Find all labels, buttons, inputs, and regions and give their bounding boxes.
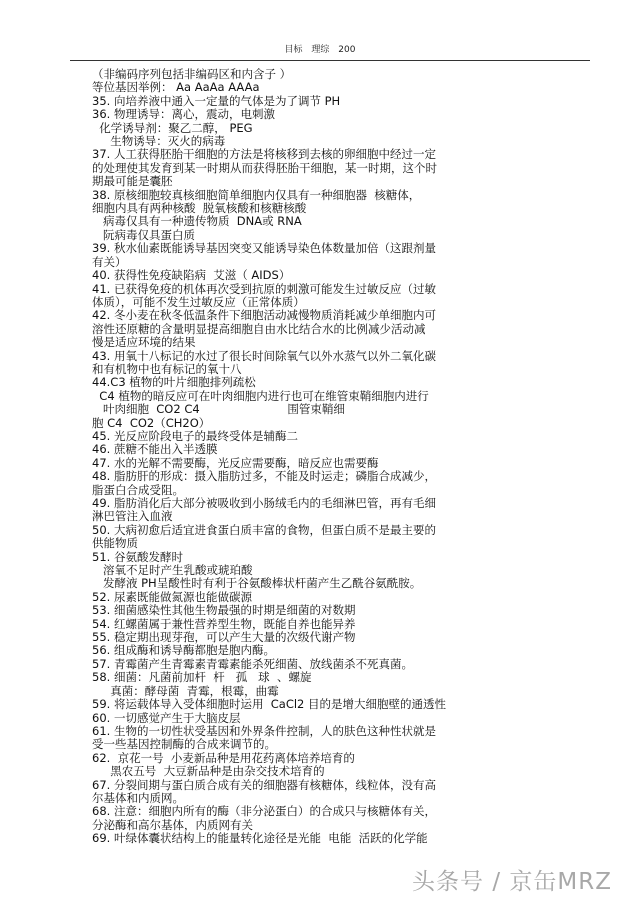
text-line: 溶氧不足时产生乳酸或琥珀酸 xyxy=(92,564,253,578)
text-line: 阮病毒仅具蛋白质 xyxy=(92,228,195,242)
text-line: 38. 原核细胞较真核细胞简单细胞内仅具有一种细胞器 核糖体， xyxy=(92,188,421,202)
text-line: 慢是适应环境的结果 xyxy=(92,336,196,350)
text-line: 57. 青霉菌产生青霉素青霉素能杀死细菌、放线菌杀不死真菌。 xyxy=(92,657,413,671)
text-line: 48. 脂肪肝的形成：摄入脂肪过多，不能及时运走；磷脂合成减少， xyxy=(92,470,436,484)
text-line: C4 植物的暗反应可在叶肉细胞内进行也可在维管束鞘细胞内进行 xyxy=(92,389,429,403)
text-line: 的处理使其发育到某一时期从而获得胚胎干细胞，某一时期，这个时 xyxy=(92,161,437,175)
text-line: 67. 分裂间期与蛋白质合成有关的细胞器有核糖体，线粒体，没有高 xyxy=(92,778,436,792)
text-line: 39. 秋水仙素既能诱导基因突变又能诱导染色体数量加倍（这跟剂量 xyxy=(92,242,436,256)
text-line: 35. 向培养液中通入一定量的气体是为了调节 PH xyxy=(92,94,341,108)
document-body xyxy=(92,68,562,846)
text-line: 等位基因举例： Aa AaAa AAAa xyxy=(92,81,260,95)
text-line: 47. 水的光解不需要酶，光反应需要酶，暗反应也需要酶 xyxy=(92,456,379,470)
text-line: 68. 注意：细胞内所有的酶（非分泌蛋白）的合成只与核糖体有关， xyxy=(92,805,436,819)
text-line: 42. 冬小麦在秋冬低温条件下细胞活动减慢物质消耗减少单细胞内可 xyxy=(92,309,436,323)
text-line: 体质），可能不发生过敏反应（正常体质） xyxy=(92,295,305,309)
text-line: 尔基体和内质网。 xyxy=(92,791,184,805)
text-line: 和有机物中也有标记的氧十八 xyxy=(92,362,242,376)
text-line: 54. 红螺菌属于兼性营养型生物，既能自养也能异养 xyxy=(92,617,356,631)
text-line: 55. 稳定期出现芽孢，可以产生大量的次级代谢产物 xyxy=(92,631,356,645)
text-line: 50. 大病初愈后适宜进食蛋白质丰富的食物，但蛋白质不是最主要的 xyxy=(92,523,436,537)
text-line: 45. 光反应阶段电子的最终受体是辅酶二 xyxy=(92,429,298,443)
watermark: 头条号 / 京缶MRZ xyxy=(412,869,612,895)
text-line: 61. 生物的一切性状受基因和外界条件控制，人的肤色这种性状就是 xyxy=(92,724,436,738)
text-line: 49. 脂肪消化后大部分被吸收到小肠绒毛内的毛细淋巴管，再有毛细 xyxy=(92,497,436,510)
text-line: （非编码序列包括非编码区和内含子 ） xyxy=(92,68,292,81)
text-line: 43. 用氧十八标记的水过了很长时间除氧气以外水蒸气以外二氧化碳 xyxy=(92,349,436,363)
text-line: 胞 C4 CO2（CH2O） xyxy=(92,416,211,430)
text-line: 59. 将运载体导入受体细胞时运用 CaCl2 目的是增大细胞壁的通透性 xyxy=(92,698,447,712)
text-line: 69. 叶绿体囊状结构上的能量转化途径是光能 电能 活跃的化学能 xyxy=(92,832,428,846)
text-line: 46. 蔗糖不能出入半透膜 xyxy=(92,443,218,457)
text-line: 生物诱导：灭火的病毒 xyxy=(92,135,226,149)
text-line: 62. 京花一号 小麦新品种是用花药离体培养培育的 xyxy=(92,751,355,765)
text-line: 溶性还原糖的含量明显提高细胞自由水比结合水的比例减少活动减 xyxy=(92,322,426,336)
text-line: 37. 人工获得胚胎干细胞的方法是将核移到去核的卵细胞中经过一定 xyxy=(92,148,436,162)
text-line: 受一些基因控制酶的合成来调节的。 xyxy=(92,738,276,752)
text-line: 58. 细菌：凡菌前加杆 杆 孤 球 、螺旋 xyxy=(92,671,312,685)
text-line: 44.C3 植物的叶片细胞排列疏松 xyxy=(92,376,256,390)
text-line: 期最可能是囊胚 xyxy=(92,175,173,189)
text-line: 36. 物理诱导：离心，震动，电刺激 xyxy=(92,108,275,122)
text-line: 41. 已获得免疫的机体再次受到抗原的刺激可能发生过敏反应（过敏 xyxy=(92,282,436,296)
page-header: 目标 理综 200 xyxy=(284,45,356,55)
text-line: 真菌：酵母菌 青霉，根霉，曲霉 xyxy=(92,684,279,698)
text-line: 淋巴管注入血液 xyxy=(92,510,173,524)
text-line: 51. 谷氨酸发酵时 xyxy=(92,550,183,564)
text-line: 细胞内具有两种核酸 脱氧核酸和核糖核酸 xyxy=(92,202,307,216)
header-divider xyxy=(70,60,590,61)
text-line: 脂蛋白合成受阻。 xyxy=(92,483,184,497)
text-line: 叶肉细胞 CO2 C4 围管束鞘细 xyxy=(92,403,345,417)
text-line: 有关） xyxy=(92,255,127,269)
text-line: 病毒仅具有一种遗传物质 DNA或 RNA xyxy=(92,215,302,229)
text-line: 黑农五号 大豆新品种是由杂交技术培育的 xyxy=(92,765,325,779)
text-line: 53. 细菌感染性其他生物最强的时期是细菌的对数期 xyxy=(92,604,356,618)
text-line: 供能物质 xyxy=(92,537,138,551)
text-line: 分泌酶和高尔基体，内质网有关 xyxy=(92,818,253,832)
text-line: 化学诱导剂：聚乙二醇， PEG xyxy=(92,121,253,135)
text-line: 56. 组成酶和诱导酶都胞是胞内酶。 xyxy=(92,644,275,658)
text-line: 40. 获得性免疫缺陷病 艾滋（ AIDS） xyxy=(92,269,291,283)
text-line: 52. 尿素既能做氮源也能做碳源 xyxy=(92,590,252,604)
text-line: 60. 一切感觉产生于大脑皮层 xyxy=(92,711,241,725)
text-line: 发酵液 PH呈酸性时有利于谷氨酸棒状杆菌产生乙酰谷氨酰胺。 xyxy=(92,577,422,591)
